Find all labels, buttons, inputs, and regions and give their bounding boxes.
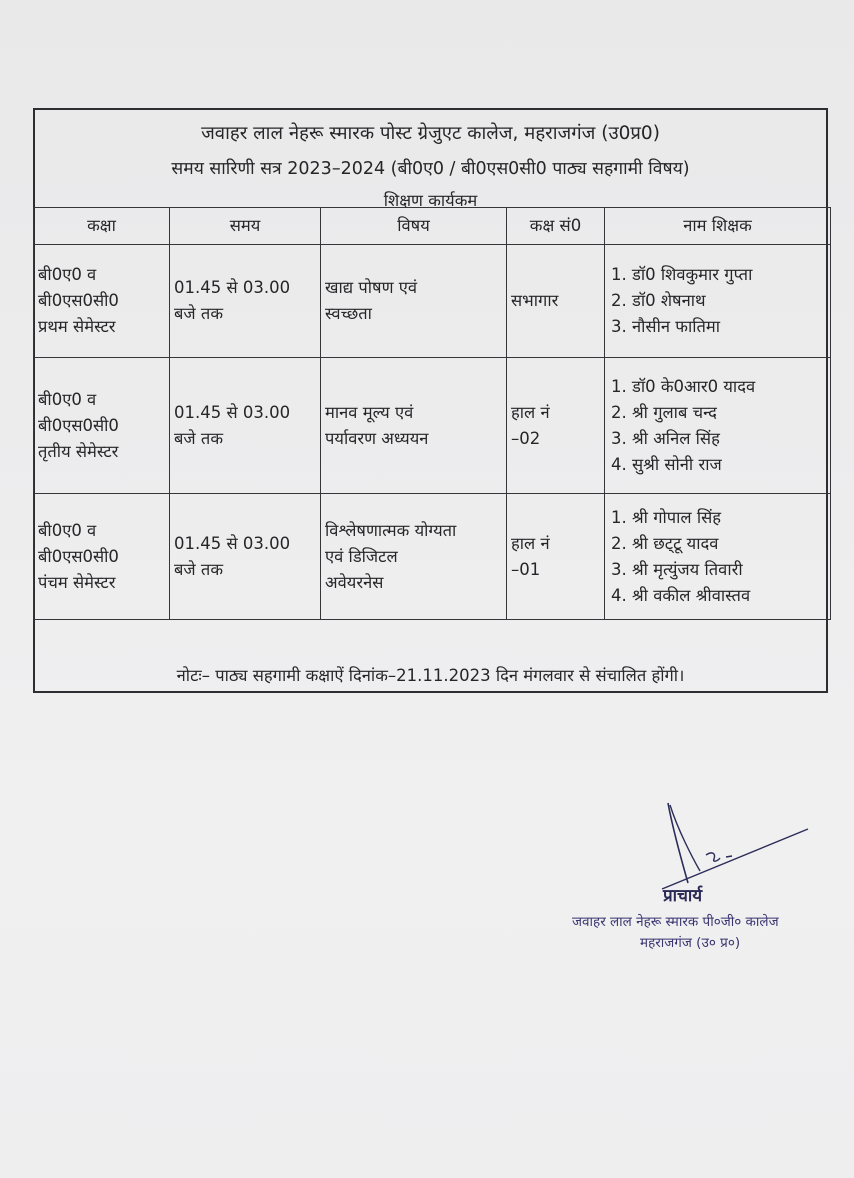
column-header-class: कक्षा [34, 208, 170, 245]
subject-cell [321, 358, 507, 494]
table-row [34, 245, 831, 358]
teacher-name: 3. नौसीन फातिमा [611, 317, 721, 336]
timetable [33, 207, 831, 620]
signatory-institution: जवाहर लाल नेहरू स्मारक पी०जी० कालेज [572, 914, 779, 930]
program-heading: शिक्षण कार्यकम [383, 191, 478, 210]
subject-cell [321, 494, 507, 620]
teachers-cell [605, 358, 831, 494]
teacher-name: 2. श्री गुलाब चन्द [611, 402, 717, 422]
column-header-subject: विषय [321, 208, 507, 245]
table-row [34, 494, 831, 620]
time-line: बजे तक [174, 304, 223, 323]
column-header-room: कक्ष सं0 [507, 208, 605, 245]
table-row [34, 358, 831, 494]
table-header-row [34, 208, 831, 245]
teacher-name: 3. श्री अनिल सिंह [611, 428, 720, 448]
time-cell [170, 358, 321, 494]
signatory-title: प्राचार्य [663, 886, 703, 906]
subject-line: अवेयरनेस [325, 572, 384, 592]
class-line: बी0ए0 व [38, 389, 97, 409]
room-line: –01 [511, 559, 541, 579]
class-line: प्रथम सेमेस्टर [38, 317, 116, 336]
room-line: हाल नं [511, 533, 550, 553]
class-line: पंचम सेमेस्टर [38, 572, 116, 592]
room-line: सभागार [511, 291, 559, 310]
room-cell [507, 494, 605, 620]
time-line: 01.45 से 03.00 [174, 402, 291, 422]
room-line: –02 [511, 428, 541, 448]
subject-line: विश्लेषणात्मक योग्यता [325, 520, 457, 540]
teacher-name: 2. श्री छट्‌टू यादव [611, 533, 719, 553]
class-cell [34, 358, 170, 494]
note-text: नोटः– पाठ्य सहगामी कक्षाऐं दिनांक–21.11.2023 दिन मंगलवार से संचालित होंगी। [176, 666, 685, 685]
teacher-name: 1. श्री गोपाल सिंह [611, 507, 722, 527]
college-title: जवाहर लाल नेहरू स्मारक पोस्ट ग्रेजुएट कालेज, महराजगंज (उ0प्र0) [201, 123, 660, 144]
teacher-name: 4. श्री वकील श्रीवास्तव [611, 585, 751, 605]
class-line: बी0एस0सी0 [38, 291, 119, 310]
room-line: हाल नं [511, 402, 550, 422]
column-header-teachers: नाम शिक्षक [605, 208, 831, 245]
subject-line: एवं डिजिटल [325, 546, 398, 566]
teacher-name: 3. श्री मृत्युंजय तिवारी [611, 559, 743, 579]
subject-line: मानव मूल्य एवं [325, 402, 414, 422]
time-line: बजे तक [174, 559, 223, 579]
class-cell [34, 494, 170, 620]
class-line: बी0एस0सी0 [38, 415, 119, 435]
time-cell [170, 245, 321, 358]
time-line: बजे तक [174, 428, 223, 448]
time-cell [170, 494, 321, 620]
timetable-subtitle: समय सारिणी सत्र 2023–2024 (बी0ए0 / बी0एस0सी0 पाठ्य सहगामी विषय) [171, 159, 690, 179]
signatory-location: महराजगंज (उ० प्र०) [640, 935, 741, 951]
time-line: 01.45 से 03.00 [174, 278, 291, 297]
class-line: बी0एस0सी0 [38, 546, 119, 566]
teacher-name: 1. डॉ0 के0आर0 यादव [611, 376, 756, 396]
timetable-frame [33, 108, 828, 693]
teacher-name: 2. डॉ0 शेषनाथ [611, 291, 706, 310]
teacher-name: 4. सुश्री सोनी राज [611, 454, 722, 474]
teachers-cell [605, 245, 831, 358]
time-line: 01.45 से 03.00 [174, 533, 291, 553]
subject-line: स्वच्छता [325, 304, 372, 323]
teacher-name: 1. डॉ0 शिवकुमार गुप्ता [611, 265, 753, 284]
class-line: बी0ए0 व [38, 265, 97, 284]
class-line: बी0ए0 व [38, 520, 97, 540]
subject-line: खाद्य पोषण एवं [325, 278, 418, 297]
subject-line: पर्यावरण अध्ययन [325, 428, 429, 448]
room-cell [507, 358, 605, 494]
subject-cell [321, 245, 507, 358]
class-line: तृतीय सेमेस्टर [38, 441, 119, 461]
class-cell [34, 245, 170, 358]
teachers-cell [605, 494, 831, 620]
column-header-time: समय [170, 208, 321, 245]
room-cell [507, 245, 605, 358]
